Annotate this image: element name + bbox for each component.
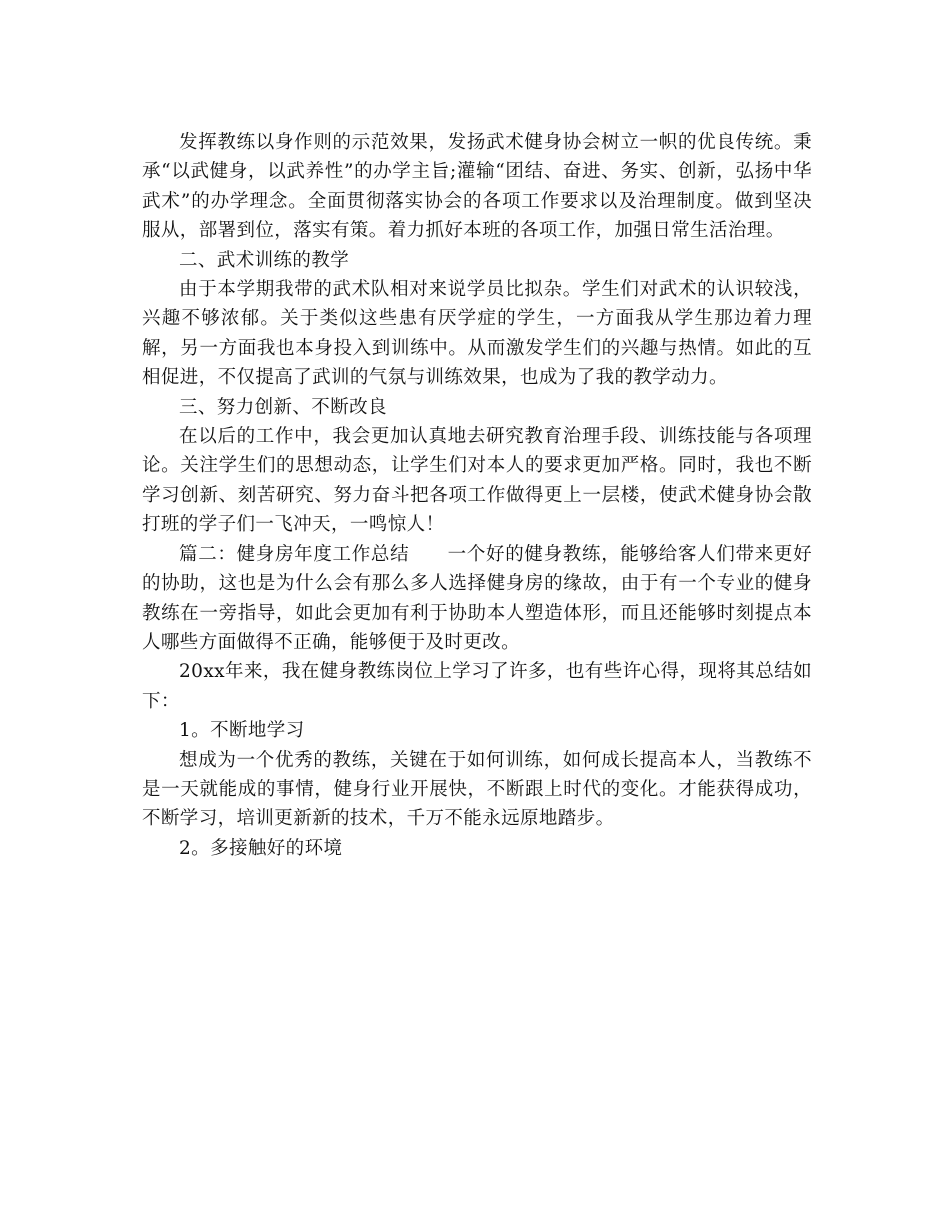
paragraph-teaching: 由于本学期我带的武术队相对来说学员比拟杂。学生们对武术的认识较浅，兴趣不够浓郁。关于类似这些患有厌学症的学生，一方面我从学生那边着力理解，另一方面我也本身投入到训练中。从而激发学生们的兴趣与热情。如此的互相促进，不仅提高了武训的气氛与训练效果，也成为了我的教学动力。: [142, 279, 812, 389]
paragraph-part-two: 篇二：健身房年度工作总结 一个好的健身教练，能够给客人们带来更好的协助，这也是为什么会有那么多人选择健身房的缘故，由于有一个专业的健身教练在一旁指导，如此会更加有利于协助本人塑造体形，而且还能够时刻提点本人哪些方面做得不正确，能够便于及时更改。: [142, 543, 812, 653]
document-body: [142, 128, 812, 863]
section-heading-3: 三、努力创新、不断改良: [179, 396, 387, 418]
list-heading-2: 2。多接触好的环境: [179, 837, 343, 859]
paragraph-summary-intro: 20xx年来，我在健身教练岗位上学习了许多，也有些许心得，现将其总结如下：: [142, 661, 812, 712]
paragraph-learning: 想成为一个优秀的教练，关键在于如何训练，如何成长提高本人，当教练不是一天就能成的事情，健身行业开展快，不断跟上时代的变化。才能获得成功，不断学习，培训更新新的技术，千万不能永远原地踏步。: [142, 749, 812, 830]
paragraph-intro: 发挥教练以身作则的示范效果，发扬武术健身协会树立一帜的优良传统。秉承“以武健身，以武养性”的办学主旨;灌输“团结、奋进、务实、创新，弘扬中华武术”的办学理念。全面贯彻落实协会的各项工作要求以及治理制度。做到坚决服从，部署到位，落实有策。着力抓好本班的各项工作，加强日常生活治理。: [142, 132, 812, 242]
list-heading-1: 1。不断地学习: [179, 720, 305, 742]
paragraph-innovation: 在以后的工作中，我会更加认真地去研究教育治理手段、训练技能与各项理论。关注学生们的思想动态，让学生们对本人的要求更加严格。同时，我也不断学习创新、刻苦研究、努力奋斗把各项工作做得更上一层楼，使武术健身协会散打班的学子们一飞冲天，一鸣惊人！: [142, 426, 812, 536]
section-heading-2: 二、武术训练的教学: [179, 249, 350, 271]
